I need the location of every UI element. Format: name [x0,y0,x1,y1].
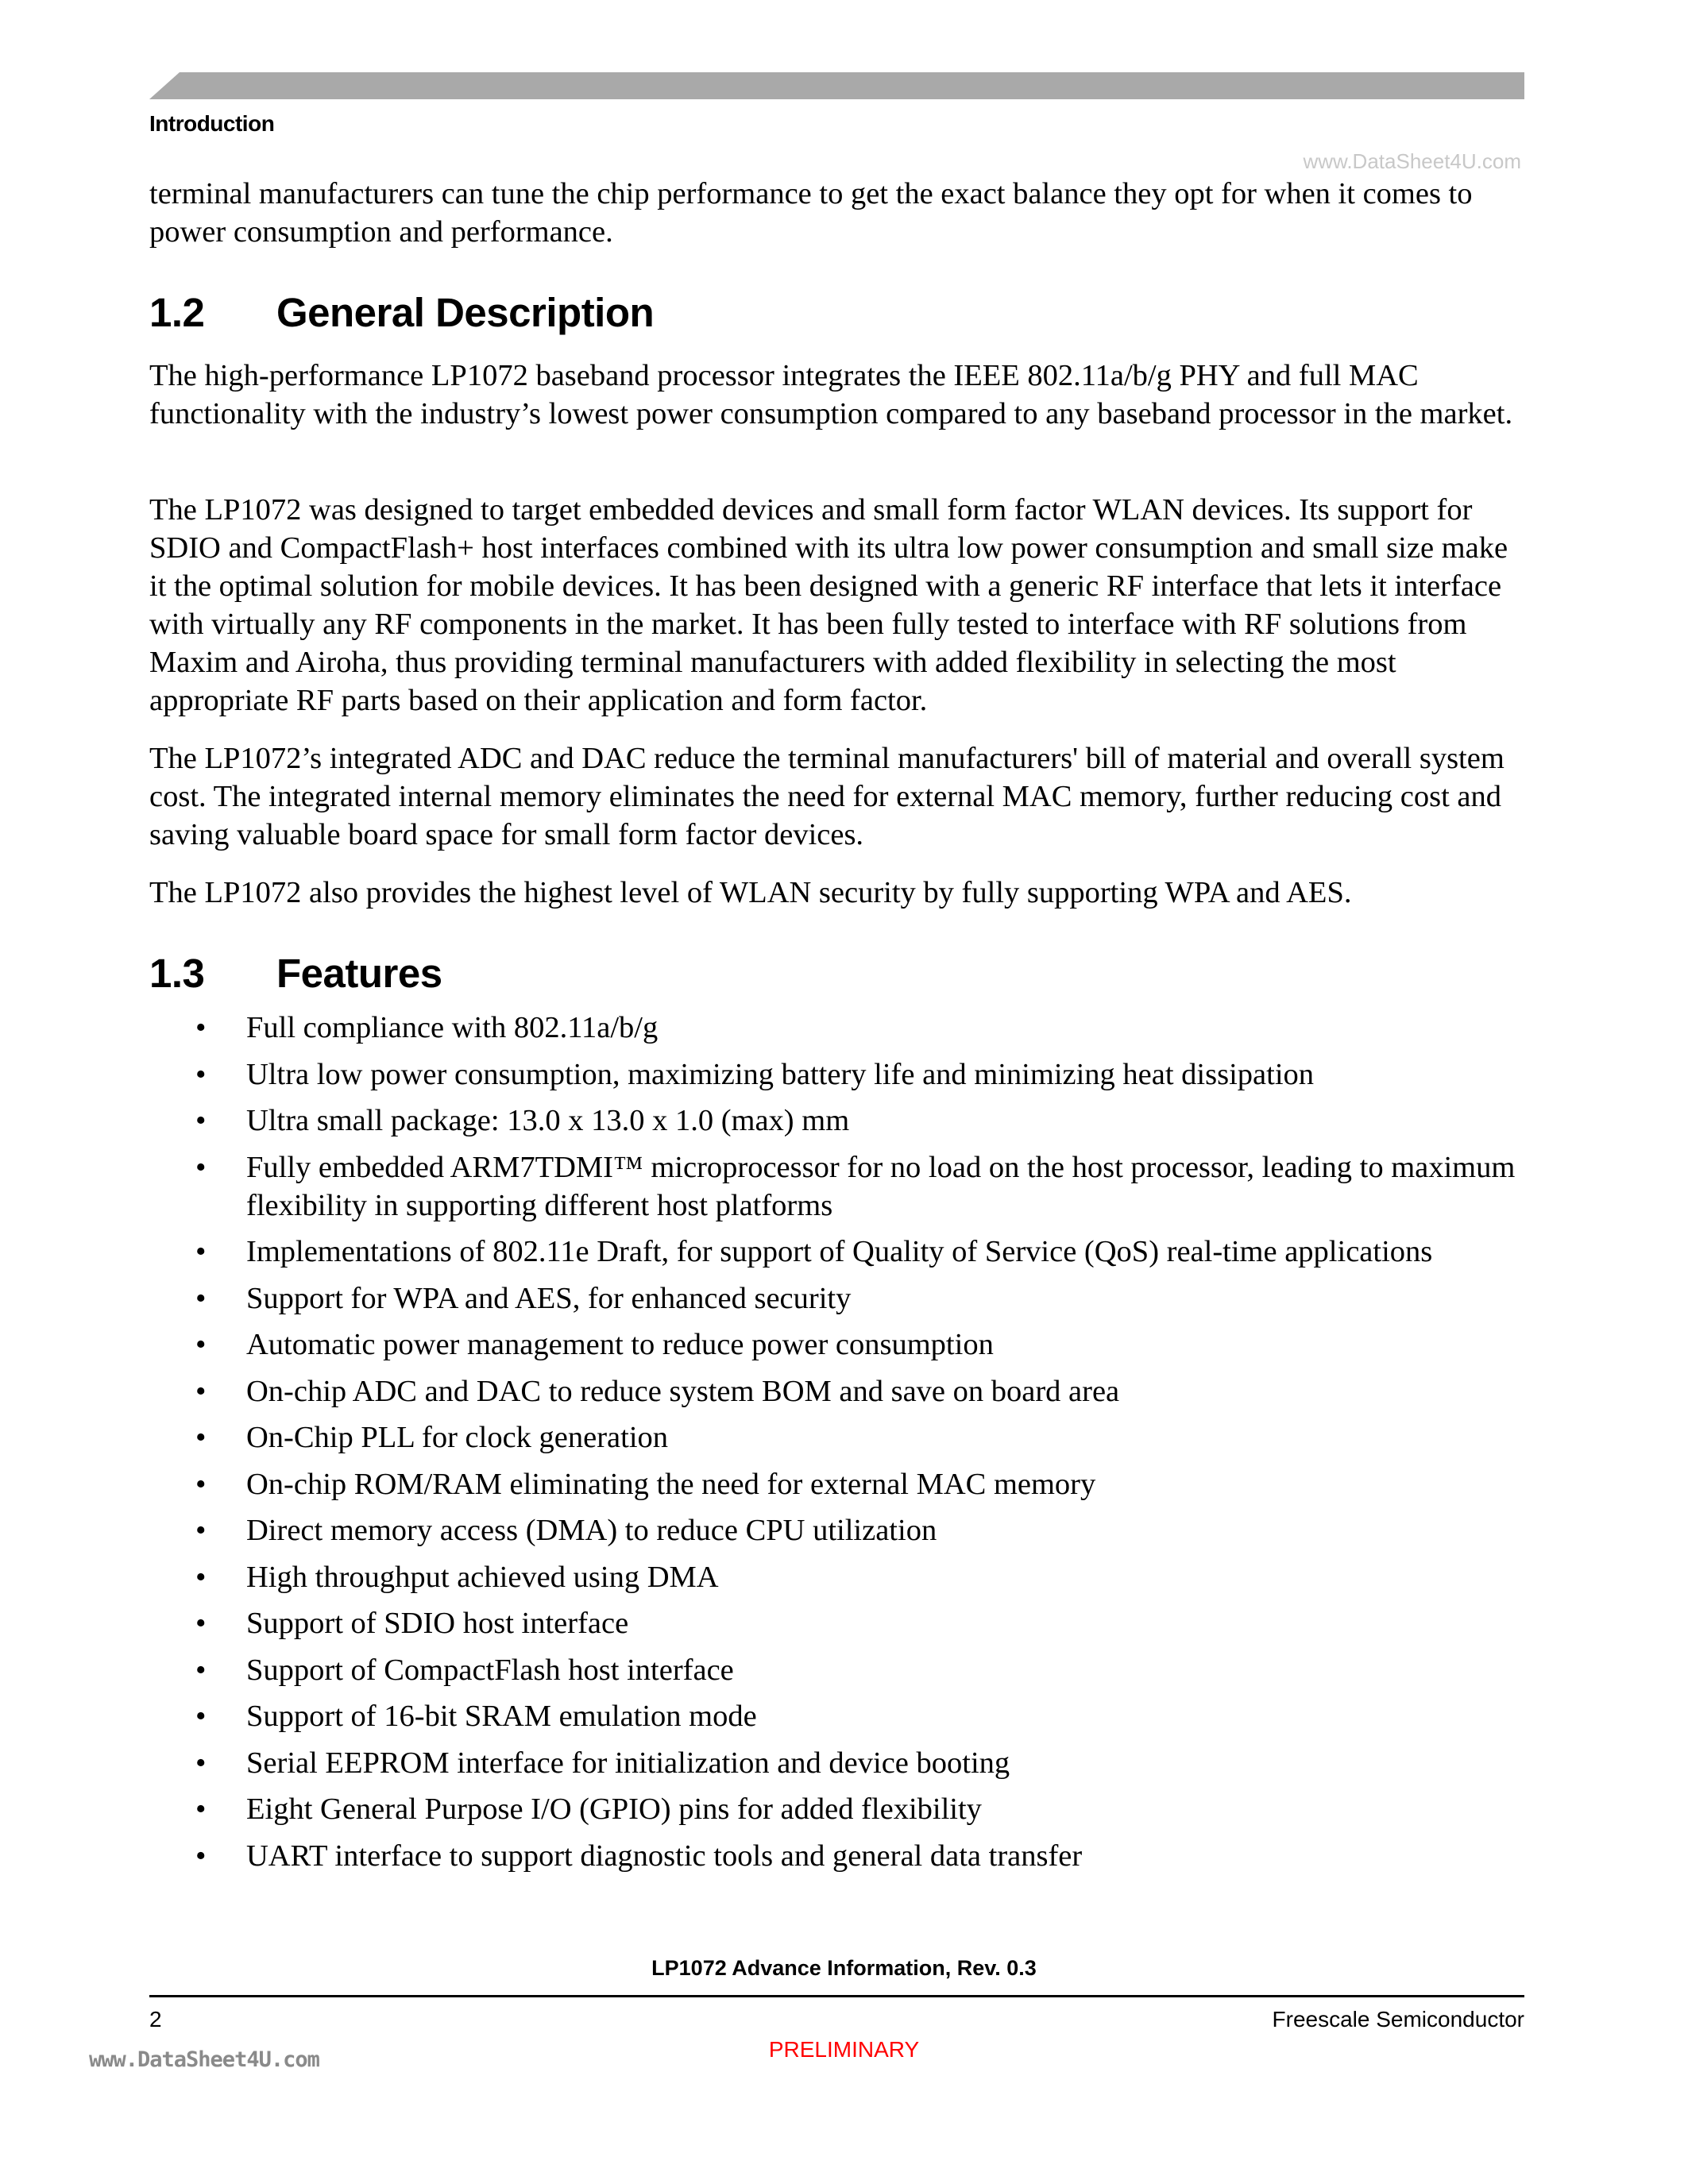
bullet-icon: • [195,1607,207,1640]
list-item [149,1279,1532,1318]
paragraph: The high-performance LP1072 baseband processor integrates the IEEE 802.11a/b/g PHY and full MAC functionality with the industry’s lowest power consumption compared to any baseband processor in the market. [149,359,1513,430]
list-item-text: Fully embedded ARM7TDMI™ microprocessor for no load on the host processor, leading to maximum flexibility in supporting different host platforms [246,1150,1516,1222]
list-item-text: Implementations of 802.11e Draft, for support of Quality of Service (QoS) real-time applications [246,1235,1433,1268]
list-item [149,1558,1532,1596]
bullet-icon: • [195,1011,207,1044]
bullet-icon: • [195,1514,207,1547]
footer-divider [149,1995,1524,1997]
bullet-icon: • [195,1700,207,1733]
bullet-icon: • [195,1560,207,1594]
bullet-icon: • [195,1374,207,1408]
bullet-icon: • [195,1281,207,1315]
paragraph: The LP1072 was designed to target embedded devices and small form factor WLAN devices. Its support for SDIO and CompactFlash+ host interfaces combined with its ultra low power consumption and small size make it the optimal solution for mobile devices. It has been designed with a generic RF interface that lets it interface with virtually any RF components in the market. It has been fully tested to interface with RF solutions from Maxim and Airoha, thus providing terminal manufacturers with added flexibility in selecting the most appropriate RF parts based on their application and form factor. [149,493,1508,717]
bullet-icon: • [195,1467,207,1501]
bullet-icon: • [195,1328,207,1361]
list-item-text: Support of SDIO host interface [246,1607,629,1640]
list-item-text: High throughput achieved using DMA [246,1560,719,1594]
list-item [149,1325,1532,1364]
list-item-text: On-chip ADC and DAC to reduce system BOM and save on board area [246,1374,1120,1408]
bullet-icon: • [195,1653,207,1687]
list-item [149,1790,1532,1828]
preliminary-stamp: PRELIMINARY [768,2037,920,2062]
list-item [149,1465,1532,1503]
bullet-icon: • [195,1057,207,1091]
watermark-top: www.DataSheet4U.com [1303,149,1521,173]
list-item-text: Support for WPA and AES, for enhanced security [246,1281,852,1315]
list-item-text: Eight General Purpose I/O (GPIO) pins for added flexibility [246,1792,982,1826]
list-item [149,1372,1532,1410]
bullet-icon: • [195,1104,207,1137]
features-list [149,1009,1532,1883]
watermark-bottom: www.DataSheet4U.com [89,2047,319,2072]
paragraph: The LP1072 also provides the highest level of WLAN security by fully supporting WPA and AES. [149,876,1352,909]
list-item-text: Ultra small package: 13.0 x 13.0 x 1.0 (max) mm [246,1104,850,1137]
section-number: 1.3 [149,951,205,996]
list-item-text: On-Chip PLL for clock generation [246,1421,669,1454]
bullet-icon: • [195,1839,207,1873]
section-heading-general-description [149,289,654,336]
footer-document-title: LP1072 Advance Information, Rev. 0.3 [651,1956,1037,1980]
list-item [149,1418,1532,1457]
list-item [149,1055,1532,1094]
running-header-section: Introduction [149,111,275,136]
list-item-text: Automatic power management to reduce power consumption [246,1328,994,1361]
bullet-icon: • [195,1235,207,1268]
list-item-text: On-chip ROM/RAM eliminating the need for external MAC memory [246,1467,1096,1501]
list-item-text: Full compliance with 802.11a/b/g [246,1011,659,1044]
paragraph: The LP1072’s integrated ADC and DAC reduce the terminal manufacturers' bill of material and overall system cost. The integrated internal memory eliminates the need for external MAC memory, further reducing cost and saving valuable board space for small form factor devices. [149,742,1505,851]
list-item-text: Support of CompactFlash host interface [246,1653,734,1687]
list-item [149,1744,1532,1782]
bullet-icon: • [195,1792,207,1826]
page-number: 2 [149,2007,162,2032]
list-item-text: Support of 16-bit SRAM emulation mode [246,1700,757,1733]
list-item [149,1148,1532,1225]
list-item [149,1604,1532,1642]
list-item [149,1697,1532,1735]
list-item [149,1233,1532,1271]
bullet-icon: • [195,1150,207,1184]
intro-continuation-paragraph: terminal manufacturers can tune the chip performance to get the exact balance they opt for when it comes to power consumption and performance. [149,177,1473,249]
list-item [149,1837,1532,1875]
list-item-text: UART interface to support diagnostic tools and general data transfer [246,1839,1083,1873]
list-item [149,1511,1532,1549]
list-item [149,1651,1532,1689]
section-heading-features [149,950,442,997]
section-number: 1.2 [149,290,205,335]
footer-company: Freescale Semiconductor [1272,2007,1524,2032]
header-banner [149,72,1524,99]
list-item-text: Ultra low power consumption, maximizing battery life and minimizing heat dissipation [246,1057,1315,1091]
list-item-text: Direct memory access (DMA) to reduce CPU utilization [246,1514,937,1547]
bullet-icon: • [195,1746,207,1780]
list-item [149,1009,1532,1047]
bullet-icon: • [195,1421,207,1454]
section-title: General Description [276,290,655,335]
list-item [149,1102,1532,1140]
section-title: Features [276,951,442,996]
list-item-text: Serial EEPROM interface for initialization and device booting [246,1746,1010,1780]
